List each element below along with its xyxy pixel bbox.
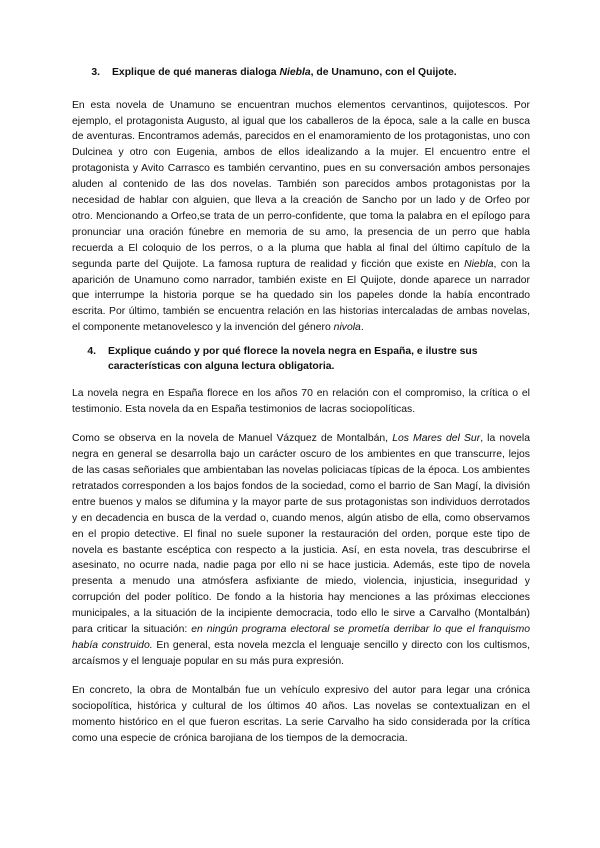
question-3-heading bbox=[76, 66, 530, 81]
answer-3-paragraph bbox=[72, 98, 530, 337]
question-3-text-start: Explique de qué maneras dialoga bbox=[112, 67, 280, 78]
answer-4-p2-quote: en ningún programa electoral se prometía derribar lo que el franquismo había construido. bbox=[72, 624, 530, 651]
answer-4-paragraph-1: La novela negra en España florece en los años 70 en relación con el compromiso, la crítica o el testimonio. Esta novela da en España testimonios de lacras sociopolíticas. bbox=[72, 388, 530, 416]
answer-3-italic-niebla: Niebla bbox=[464, 258, 494, 270]
answer-3-seg2: , con la aparición de Unamuno como narrador, también existe en El Quijote, donde aparece un narrador que interrumpe la historia porque se ha quedado sin los papeles donde la había encontrado escrita. Por último, también se encuentra relación en las historias intercaladas de ambas novelas, el componente metanovelesco y la invención del género bbox=[72, 258, 530, 334]
answer-4-paragraph-3: En concreto, la obra de Montalbán fue un vehículo expresivo del autor para legar una crónica sociopolítica, histórica y cultural de los últimos 40 años. Las novelas se contextualizan en el momento histórico en el que fueron escritas. La serie Carvalho ha sido considerada por la crítica como una especie de crónica barojiana de los tiempos de la democracia. bbox=[72, 684, 530, 744]
question-4-heading bbox=[72, 345, 530, 374]
answer-4-paragraph-2 bbox=[72, 431, 530, 670]
question-3-title-italic: Niebla bbox=[279, 67, 311, 78]
answer-4-p2-book-title: Los Mares del Sur bbox=[392, 433, 481, 445]
answer-4-p2-seg3: En general, esta novela mezcla el lenguaje sencillo y directo con los cultismos, arcaísmos y el lenguaje popular en su más pura expresión. bbox=[72, 639, 530, 667]
answer-3-italic-nivola: nivola bbox=[333, 322, 361, 334]
question-3-text bbox=[112, 66, 530, 81]
answer-4-p2-seg2: , la novela negra en general se desarrolla bajo un carácter oscuro de los ambientes en que transcurre, lejos de las casas señoriales que ambientaban las novelas policiacas típicas de la época. Los ambientes retratados corresponden a los bajos fondos de la sociedad, como el barrio de San Magí, la división entre buenos y malos se difumina y la mayor parte de sus protagonistas son individuos derrotados y en decadencia en busca de la verdad o, cuando menos, algún atisbo de ella, como observamos en el propio detective. El final no suele suponer la restauración del orden, porque este tipo de novela es bastante escéptica con respecto a la justicia. Así, en esta novela, tras descubrirse el asesinato, no ocurre nada, nadie paga por ello ni se hace justicia. Además, este tipo de novela presenta a menudo una atmósfera asfixiante de miedo, violencia, injusticia, inseguridad y corrupción del poder político. De fondo a la historia hay menciones a las próximas elecciones municipales, a la situación de la incipiente democracia, todo ello le sirve a Carvalho (Montalbán) para criticar la situación: bbox=[72, 433, 531, 636]
question-3-text-end: , de Unamuno, con el Quijote. bbox=[310, 67, 457, 78]
answer-3-seg3: . bbox=[360, 322, 364, 334]
answer-4-p2-seg1: Como se observa en la novela de Manuel Vázquez de Montalbán, bbox=[72, 433, 393, 445]
document-page bbox=[72, 66, 530, 746]
question-4-text: Explique cuándo y por qué florece la novela negra en España, e ilustre sus características con alguna lectura obligatoria. bbox=[108, 346, 478, 372]
question-4-number: 4. bbox=[87, 346, 96, 358]
answer-3-seg1: En esta novela de Unamuno se encuentran muchos elementos cervantinos, quijotescos. Por ejemplo, el protagonista Augusto, al igual que los caballeros de la época, sale a la calle en busca de aventuras. Encontramos además, parecidos en el enamoramiento de los protagonistas, uno con Dulcinea y otro con Eugenia, ambos de ellos idealizando a la mujer. El encuentro entre el protagonista y Avito Carrasco es también cervantino, pues en su conversación ambos personajes aluden al contenido de las dos novelas. También son parecidos ambos protagonistas por la necesidad de hablar con alguien, que lleva a la creación de Sancho por un lado y de Orfeo por otro. Mencionando a Orfeo,se trata de un perro-confidente, que toma la palabra en el epílogo para pronunciar una oración fúnebre en memoria de su amo, la presencia de un perro que habla recuerda a El coloquio de los perros, o a la pluma que habla al final del último capítulo de la segunda parte del Quijote. La famosa ruptura de realidad y ficción que existe en bbox=[72, 99, 530, 270]
question-3-number: 3. bbox=[91, 67, 100, 78]
